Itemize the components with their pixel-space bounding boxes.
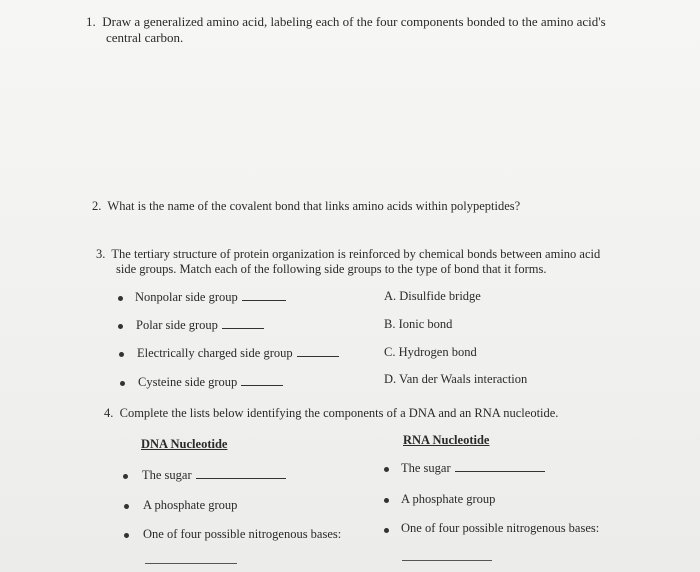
question-3-text-line1: The tertiary structure of protein organization is reinforced by chemical bonds between amino acid <box>111 247 601 261</box>
side-group-item <box>136 318 264 333</box>
answer-blank[interactable] <box>222 327 264 329</box>
question-3-text-line2: side groups. Match each of the following side groups to the type of bond that it forms. <box>116 262 547 276</box>
bullet <box>124 533 129 538</box>
question-1-text-line1: Draw a generalized amino acid, labeling each of the four components bonded to the amino acid's <box>102 14 606 29</box>
rna-item <box>401 461 545 476</box>
bond-option: B. Ionic bond <box>384 317 453 331</box>
dna-item: A phosphate group <box>143 498 238 512</box>
dna-item: One of four possible nitrogenous bases: <box>143 527 342 541</box>
answer-blank[interactable] <box>196 477 286 479</box>
bullet <box>120 381 125 386</box>
answer-line[interactable] <box>145 563 237 564</box>
question-4-number: 4. <box>104 406 114 420</box>
side-group-item <box>138 375 283 390</box>
rna-item: One of four possible nitrogenous bases: <box>401 521 600 535</box>
bullet <box>124 504 129 509</box>
bond-option: C. Hydrogen bond <box>384 345 477 359</box>
side-group-label: Cysteine side group <box>138 375 238 389</box>
question-3 <box>96 247 600 262</box>
answer-blank[interactable] <box>241 384 283 386</box>
answer-blank[interactable] <box>297 355 339 357</box>
bullet <box>119 352 124 357</box>
rna-item: A phosphate group <box>401 492 496 506</box>
rna-item-label: The sugar <box>401 461 451 475</box>
question-3-number: 3. <box>96 247 106 261</box>
question-1-number: 1. <box>86 14 96 29</box>
bond-option: A. Disulfide bridge <box>384 289 481 303</box>
side-group-label: Nonpolar side group <box>135 290 238 304</box>
dna-item <box>142 468 286 483</box>
side-group-label: Electrically charged side group <box>137 346 293 360</box>
question-2 <box>92 199 520 214</box>
bullet <box>118 324 123 329</box>
bullet <box>384 528 389 533</box>
side-group-label: Polar side group <box>136 318 218 332</box>
answer-blank[interactable] <box>455 470 545 472</box>
question-4-text: Complete the lists below identifying the components of a DNA and an RNA nucleotide. <box>119 406 559 420</box>
dna-item-label: The sugar <box>142 468 192 482</box>
bullet <box>384 467 389 472</box>
question-2-text: What is the name of the covalent bond that links amino acids within polypeptides? <box>107 199 521 213</box>
bond-option: D. Van der Waals interaction <box>384 372 528 386</box>
question-1-text-line2: central carbon. <box>106 30 184 45</box>
question-1 <box>86 14 606 29</box>
bullet <box>384 498 389 503</box>
answer-line[interactable] <box>402 560 492 561</box>
dna-nucleotide-header: DNA Nucleotide <box>141 437 228 451</box>
answer-blank[interactable] <box>242 299 286 301</box>
question-2-number: 2. <box>92 199 102 213</box>
bullet <box>118 296 123 301</box>
side-group-item <box>135 290 286 305</box>
question-4 <box>104 406 558 421</box>
side-group-item <box>137 346 339 361</box>
bullet <box>123 474 128 479</box>
rna-nucleotide-header: RNA Nucleotide <box>403 433 490 447</box>
